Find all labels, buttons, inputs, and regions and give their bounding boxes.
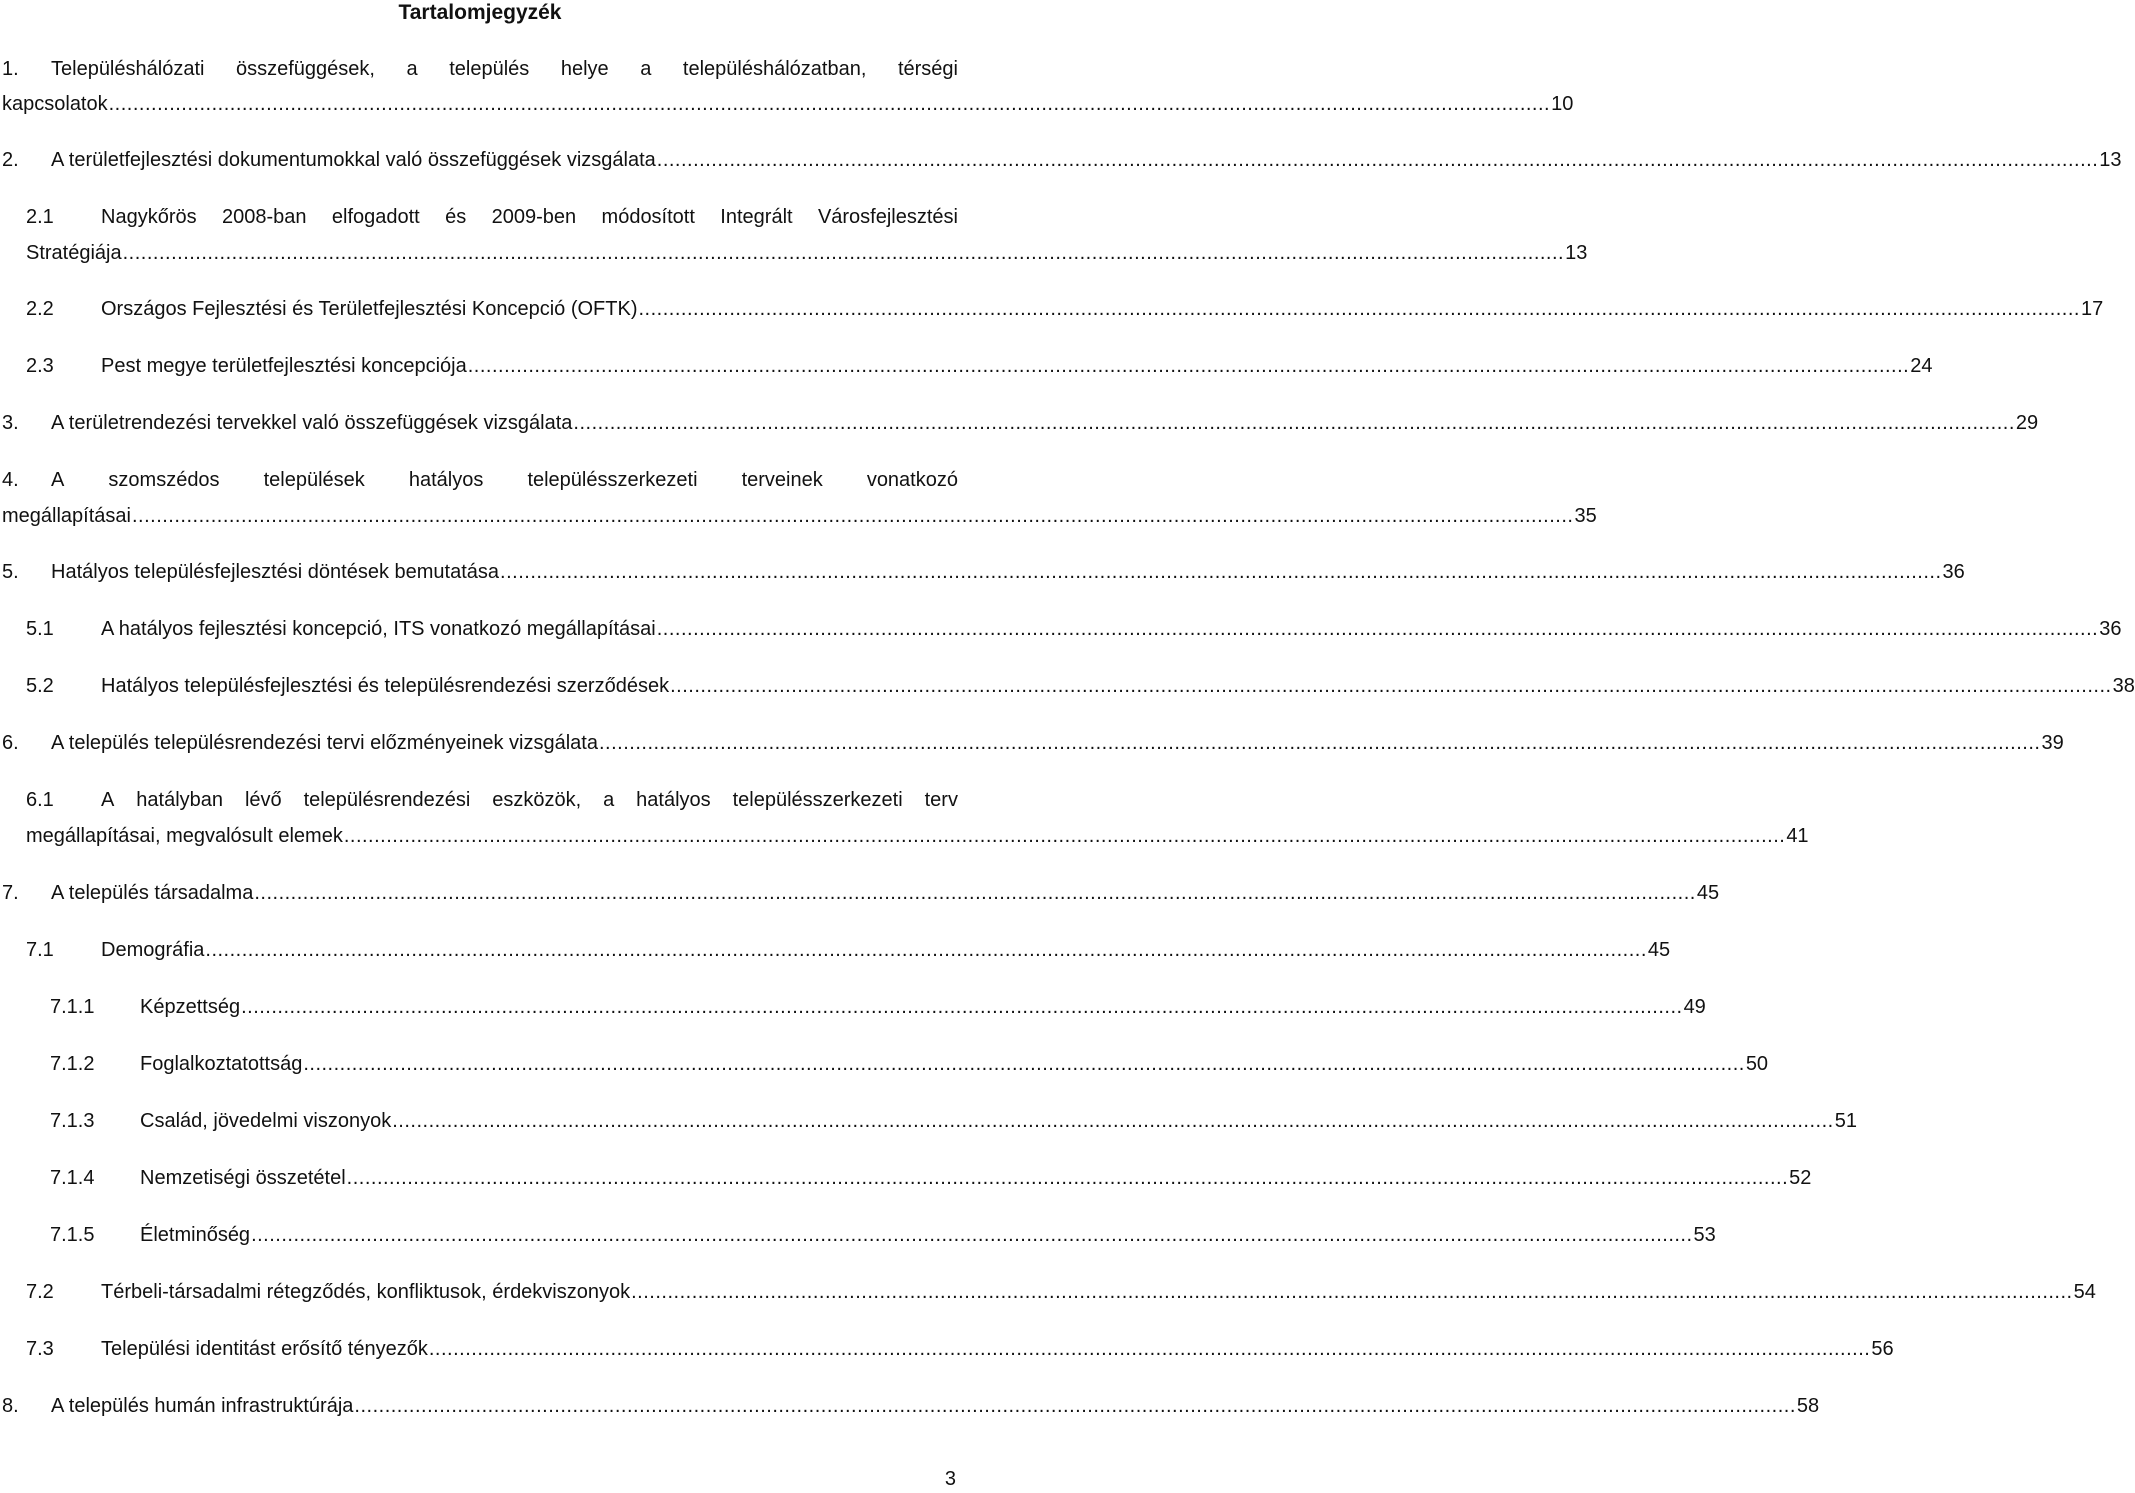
toc-word: hatályos: [408, 469, 484, 491]
leader-dots: [670, 673, 2111, 699]
leader-dots: [132, 503, 1573, 529]
toc-entry-number: 7.1.3: [50, 1110, 95, 1132]
toc-word: szomszédos: [108, 469, 220, 491]
toc-entry-page: 54: [2073, 1281, 2096, 1303]
leader-dots: [254, 880, 1695, 906]
leader-dots: [573, 410, 2014, 436]
toc-entry-page: 50: [1745, 1053, 1769, 1075]
toc-entry-title: Települési identitást erősítő tényezők: [101, 1338, 428, 1360]
toc-entry-number: 7.1: [26, 939, 54, 961]
toc-entry-title: Képzettség: [140, 996, 241, 1018]
toc-entry-7-1-5[interactable]: [50, 1222, 1716, 1248]
toc-entry-7-1-2[interactable]: [50, 1051, 1769, 1077]
leader-dots: [344, 823, 1785, 849]
toc-word: településszerkezeti: [732, 789, 903, 811]
toc-entry-page: 36: [1942, 561, 1965, 583]
toc-entry-7-1-1[interactable]: [50, 994, 1706, 1020]
toc-word: településhálózatban,: [682, 58, 867, 80]
leader-dots: [500, 559, 1941, 585]
toc-entry-page: 10: [1551, 93, 1574, 115]
toc-word: vonatkozó: [866, 469, 958, 491]
toc-entry-title-line: [51, 56, 958, 82]
toc-entry-7[interactable]: [2, 880, 1720, 906]
toc-entry-title: A település településrendezési tervi előzményeinek vizsgálata: [51, 732, 598, 754]
toc-entry-4[interactable]: [2, 503, 1597, 529]
toc-entry-2-3[interactable]: [26, 353, 1933, 379]
toc-entry-number: 7.1.4: [50, 1167, 95, 1189]
leader-dots: [251, 1222, 1692, 1248]
toc-word: hatályban: [136, 789, 224, 811]
toc-entry-number: 7.1.1: [50, 996, 95, 1018]
toc-entry-title: A területfejlesztési dokumentumokkal való összefüggések vizsgálata: [51, 149, 656, 171]
toc-word: a: [406, 58, 418, 80]
toc-word: településszerkezeti: [527, 469, 698, 491]
toc-entry-page: 29: [2015, 412, 2039, 434]
toc-entry-2-1[interactable]: [26, 240, 1588, 266]
toc-title: Tartalomjegyzék: [398, 1, 562, 24]
toc-entry-title: Demográfia: [101, 939, 205, 961]
leader-dots: [241, 994, 1682, 1020]
toc-entry-page: 49: [1683, 996, 1706, 1018]
toc-entry-7-1-4[interactable]: [50, 1165, 1812, 1191]
leader-dots: [639, 296, 2080, 322]
leader-dots: [429, 1336, 1870, 1362]
toc-entry-title: megállapításai, megvalósult elemek: [26, 825, 343, 847]
toc-entry-7-1[interactable]: [26, 937, 1671, 963]
toc-word: Településhálózati: [51, 58, 205, 80]
toc-word: Városfejlesztési: [817, 206, 958, 228]
leader-dots: [354, 1393, 1795, 1419]
toc-entry-page: 41: [1786, 825, 1809, 847]
toc-word: Integrált: [720, 206, 793, 228]
toc-entry-8[interactable]: [2, 1393, 1820, 1419]
page-number: 3: [944, 1468, 956, 1490]
toc-entry-page: 38: [2112, 675, 2135, 697]
toc-entry-2-1-line-1[interactable]: [26, 204, 958, 230]
toc-entry-number: 7.1.2: [50, 1053, 95, 1075]
toc-entry-number: 5.1: [26, 618, 54, 640]
toc-word: A: [101, 789, 115, 811]
toc-entry-number: 6.: [2, 732, 19, 754]
toc-word: lévő: [244, 789, 282, 811]
toc-entry-page: 39: [2041, 732, 2064, 754]
toc-word: helye: [560, 58, 609, 80]
leader-dots: [347, 1165, 1788, 1191]
toc-entry-title: Hatályos településfejlesztési döntések bemutatása: [51, 561, 500, 583]
toc-entry-7-3[interactable]: [26, 1336, 1894, 1362]
toc-word: településrendezési: [303, 789, 471, 811]
toc-entry-page: 24: [1910, 355, 1933, 377]
toc-word: a: [603, 789, 615, 811]
toc-entry-title: Foglalkoztatottság: [140, 1053, 303, 1075]
toc-entry-title: Életminőség: [140, 1224, 251, 1246]
toc-entry-number: 7.3: [26, 1338, 54, 1360]
toc-word: eszközök,: [492, 789, 582, 811]
toc-word: 2008-ban: [221, 206, 307, 228]
toc-word: hatályos: [636, 789, 711, 811]
toc-entry-number: 2.: [2, 149, 19, 171]
toc-entry-title: megállapításai: [2, 505, 131, 527]
toc-entry-title: Országos Fejlesztési és Területfejlesztési Koncepció (OFTK): [101, 298, 638, 320]
toc-word: elfogadott: [331, 206, 420, 228]
toc-entry-number: 8.: [2, 1395, 19, 1417]
toc-entry-title-line: [101, 204, 958, 230]
toc-entry-number: 6.1: [26, 789, 54, 811]
toc-word: a: [640, 58, 652, 80]
toc-word: összefüggések,: [236, 58, 375, 80]
toc-entry-1-line-1[interactable]: [2, 56, 958, 82]
toc-entry-title: A település humán infrastruktúrája: [51, 1395, 354, 1417]
toc-entry-6-1[interactable]: [26, 823, 1809, 849]
toc-entry-page: 35: [1574, 505, 1597, 527]
toc-entry-page: 13: [1565, 242, 1588, 264]
toc-entry-1[interactable]: [2, 91, 1574, 117]
toc-entry-title: A hatályos fejlesztési koncepció, ITS vonatkozó megállapításai: [101, 618, 656, 640]
toc-entry-title: Család, jövedelmi viszonyok: [140, 1110, 392, 1132]
toc-entry-title: Hatályos településfejlesztési és településrendezési szerződések: [101, 675, 670, 697]
leader-dots: [631, 1279, 2072, 1305]
toc-entry-page: 56: [1871, 1338, 1894, 1360]
toc-entry-6-1-line-1[interactable]: [26, 787, 958, 813]
leader-dots: [468, 353, 1909, 379]
toc-entry-page: 53: [1693, 1224, 1716, 1246]
leader-dots: [657, 616, 2098, 642]
toc-entry-6[interactable]: [2, 730, 2064, 756]
leader-dots: [205, 937, 1646, 963]
toc-word: terveinek: [741, 469, 823, 491]
toc-entry-5-1[interactable]: [26, 616, 2122, 642]
toc-word: település: [449, 58, 530, 80]
toc-entry-number: 7.: [2, 882, 19, 904]
toc-entry-number: 2.3: [26, 355, 54, 377]
toc-entry-number: 2.2: [26, 298, 54, 320]
toc-word: módosított: [601, 206, 695, 228]
toc-entry-page: 51: [1834, 1110, 1857, 1132]
leader-dots: [109, 91, 1550, 117]
toc-entry-number: 4.: [2, 469, 19, 491]
toc-entry-page: 58: [1796, 1395, 1820, 1417]
toc-entry-page: 45: [1647, 939, 1671, 961]
toc-entry-page: 52: [1789, 1167, 1812, 1189]
toc-entry-page: 17: [2080, 298, 2104, 320]
toc-entry-2[interactable]: [2, 147, 2122, 173]
toc-entry-number: 5.2: [26, 675, 54, 697]
toc-entry-5-2[interactable]: [26, 673, 2135, 699]
leader-dots: [657, 147, 2098, 173]
toc-entry-3[interactable]: [2, 410, 2039, 436]
toc-word: 2009-ben: [491, 206, 577, 228]
toc-entry-7-1-3[interactable]: [50, 1108, 1857, 1134]
toc-entry-number: 7.1.5: [50, 1224, 95, 1246]
toc-entry-number: 5.: [2, 561, 19, 583]
toc-entry-4-line-1[interactable]: [2, 467, 958, 493]
leader-dots: [599, 730, 2040, 756]
toc-entry-title: A területrendezési tervekkel való összefüggések vizsgálata: [51, 412, 573, 434]
toc-entry-title-line: [51, 467, 958, 493]
leader-dots: [392, 1108, 1833, 1134]
toc-entry-page: 13: [2099, 149, 2122, 171]
toc-entry-title: Térbeli-társadalmi rétegződés, konfliktusok, érdekviszonyok: [101, 1281, 631, 1303]
toc-entry-title: Stratégiája: [26, 242, 122, 264]
toc-entry-2-2[interactable]: [26, 296, 2104, 322]
toc-word: települések: [263, 469, 365, 491]
toc-word: A: [51, 469, 65, 491]
toc-entry-title: A település társadalma: [51, 882, 254, 904]
leader-dots: [123, 240, 1564, 266]
toc-word: terv: [924, 789, 958, 811]
toc-entry-7-2[interactable]: [26, 1279, 2096, 1305]
toc-entry-title: Pest megye területfejlesztési koncepciója: [101, 355, 467, 377]
toc-entry-page: 45: [1696, 882, 1720, 904]
toc-entry-title: kapcsolatok: [2, 93, 108, 115]
toc-entry-number: 2.1: [26, 206, 54, 228]
toc-word: térségi: [897, 58, 958, 80]
toc-entry-number: 3.: [2, 412, 19, 434]
toc-word: Nagykőrös: [101, 206, 197, 228]
toc-entry-5[interactable]: [2, 559, 1965, 585]
leader-dots: [303, 1051, 1744, 1077]
toc-word: és: [445, 206, 467, 228]
toc-entry-title-line: [101, 787, 958, 813]
toc-entry-title: Nemzetiségi összetétel: [140, 1167, 346, 1189]
toc-entry-number: 7.2: [26, 1281, 54, 1303]
toc-entry-number: 1.: [2, 58, 19, 80]
toc-entry-page: 36: [2099, 618, 2122, 640]
